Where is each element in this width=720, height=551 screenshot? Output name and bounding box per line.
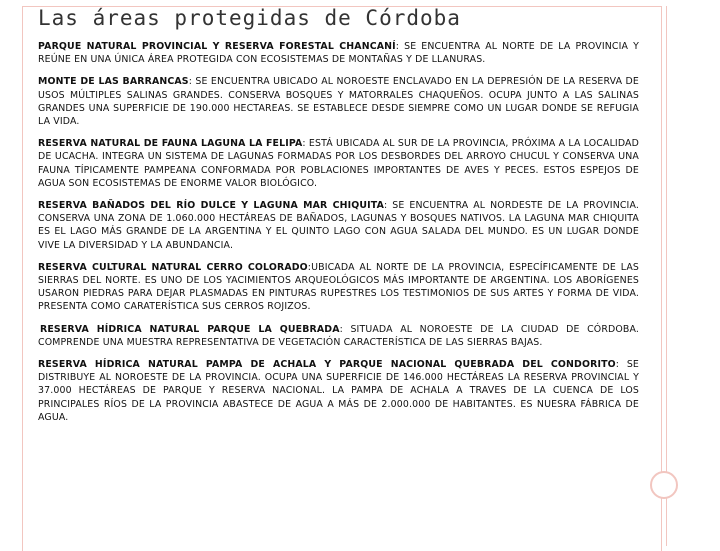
page-title: Las áreas protegidas de Córdoba <box>38 6 461 30</box>
paragraph-text: : SE DISTRIBUYE AL NOROESTE DE LA PROVINCIA. OCUPA UNA SUPERFICIE DE 146.000 HECTÁREAS LA RESERVA PROVINCIAL Y 37.000 HECTÁREAS DE PARQUE Y RESERVA NACIONAL. LA PAMPA DE ACHALA A TRAVES DE LA CUENCA DE LOS PRINCIPALES RÍOS DE LA PROVINCIA ABASTECE DE AGUA A MÁS DE 2.000.000 DE HABITANTES. ES NUESRA FÁBRICA DE AGUA. <box>38 359 639 423</box>
paragraph-heading: RESERVA NATURAL DE FAUNA LAGUNA LA FELIPA <box>38 138 303 150</box>
content-body <box>38 40 639 433</box>
right-rule <box>666 6 667 546</box>
paragraph-text: : ESTÁ UBICADA AL SUR DE LA PROVINCIA, PRÓXIMA A LA LOCALIDAD DE UCACHA. INTEGRA UN SISTEMA DE LAGUNAS FORMADAS POR LOS DESBORDES DEL ARROYO CHUCUL Y CONSERVA UNA FAUNA TÍPICAMENTE PAMPEANA CONFORMADA POR POBLACIONES IMPORTANTES DE AVES Y PECES. ESTOS ESPEJOS DE AGUA SON ECOSISTEMAS DE ENORME VALOR BIOLÓGICO. <box>38 138 639 189</box>
paragraph-heading: RESERVA CULTURAL NATURAL CERRO COLORADO <box>38 261 308 273</box>
paragraph-laguna-la-felipa <box>38 137 639 190</box>
paragraph-heading: PARQUE NATURAL PROVINCIAL Y RESERVA FORESTAL CHANCANÍ <box>38 41 396 52</box>
paragraph-text: : SE ENCUENTRA AL NORTE DE LA PROVINCIA Y REÚNE EN UNA ÚNICA ÁREA PROTEGIDA CON ECOSISTEMAS DE MONTAÑAS Y DE LLANURAS. <box>38 41 640 66</box>
paragraph-text: : SITUADA AL NOROESTE DE LA CIUDAD DE CÓRDOBA. COMPRENDE UNA MUESTRA REPRESENTATIVA DE VEGETACIÓN CARACTERÍSTICA DE LAS SIERRAS BAJAS. <box>38 323 639 348</box>
paragraph-heading: RESERVA HÍDRICA NATURAL PARQUE LA QUEBRADA <box>40 323 340 335</box>
paragraph-chancani <box>38 40 639 66</box>
paragraph-pampa-de-achala <box>38 358 639 424</box>
paragraph-text: : SE ENCUENTRA UBICADO AL NOROESTE ENCLAVADO EN LA DEPRESIÓN DE LA RESERVA DE USOS MÚLTIPLES SALINAS GRANDES. CONSERVA BOSQUES Y MATORRALES CHAQUEÑOS. OCUPA JUNTO A LAS SALINAS GRANDES UNA SUPERFICIE DE 190.000 HECTAREAS. SE ESTABLECE DESDE SIEMPRE COMO UN LUGAR DONDE SE REFUGIA LA VIDA. <box>38 76 639 128</box>
paragraph-heading: RESERVA HÍDRICA NATURAL PAMPA DE ACHALA Y PARQUE NACIONAL QUEBRADA DEL CONDORITO <box>38 359 616 371</box>
paragraph-text: :UBICADA AL NORTE DE LA PROVINCIA, ESPECÍFICAMENTE DE LAS SIERRAS DEL NORTE. ES UNO DE LOS YACIMIENTOS ARQUEOLÓGICOS MÁS IMPORTANTE DE ARGENTINA. LOS ABORÍGENES USARON PIEDRAS PARA DEJAR PLASMADAS EN PINTURAS RUPESTRES LOS TESTIMONIOS DE SUS ARTES Y FORMA DE VIDA. PRESENTA COMO CARATERÍSTICA SUS CERROS ROJIZOS. <box>38 261 639 313</box>
paragraph-cerro-colorado <box>38 261 639 314</box>
paragraph-text: : SE ENCUENTRA AL NORDESTE DE LA PROVINCIA. CONSERVA UNA ZONA DE 1.060.000 HECTÁREAS DE BAÑADOS, LAGUNAS Y BOSQUES NATIVOS. LA LAGUNA MAR CHIQUITA ES EL LAGO MÁS GRANDE DE LA ARGENTINA Y EL QUINTO LAGO CON AGUA SALADA DEL MUNDO. ES UN LUGAR DONDE VIVE LA DIVERSIDAD Y LA ABUNDANCIA. <box>38 200 639 251</box>
paragraph-heading: MONTE DE LAS BARRANCAS <box>38 76 189 88</box>
paragraph-la-quebrada <box>38 323 639 349</box>
paragraph-monte-barrancas <box>38 75 639 128</box>
decorative-circle <box>650 471 678 499</box>
paragraph-mar-chiquita <box>38 199 639 252</box>
paragraph-heading: RESERVA BAÑADOS DEL RÍO DULCE Y LAGUNA MAR CHIQUITA <box>38 200 385 212</box>
